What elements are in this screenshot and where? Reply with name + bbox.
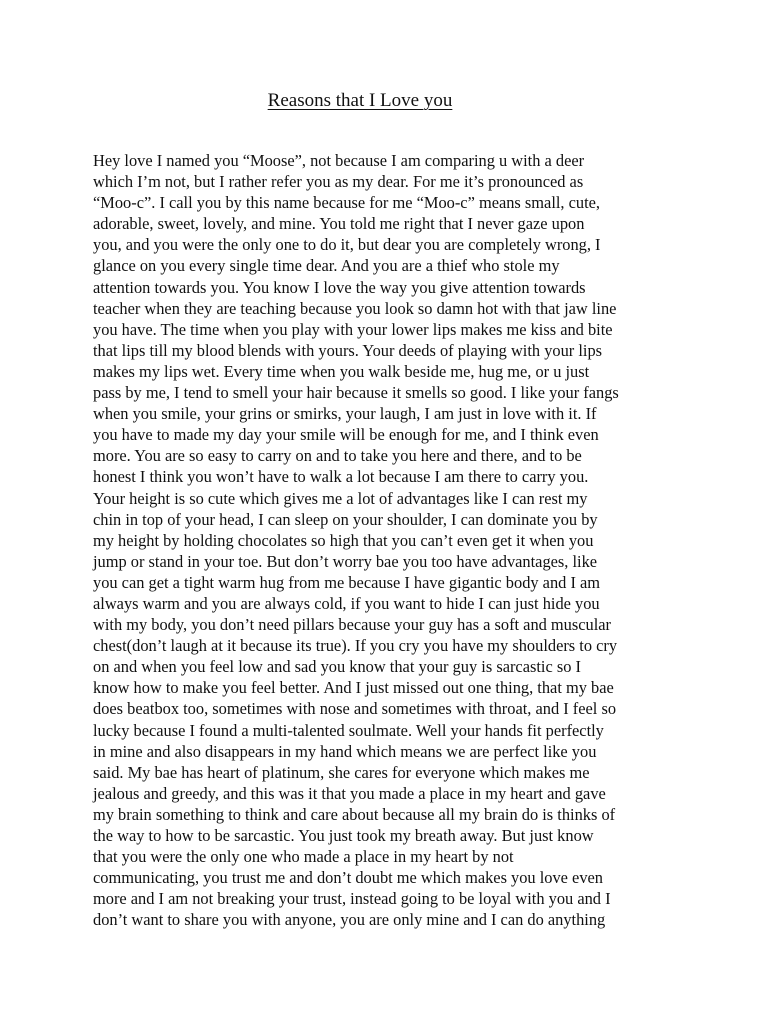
body-text-line: chest(don’t laugh at it because its true). If you cry you have my shoulders to cry [93,636,618,656]
body-text-line: you, and you were the only one to do it, but dear you are completely wrong, I [93,235,601,255]
body-text-line: which I’m not, but I rather refer you as my dear. For me it’s pronounced as [93,172,584,192]
body-text-line: teacher when they are teaching because you look so damn hot with that jaw line [93,298,617,318]
body-text-line: attention towards you. You know I love the way you give attention towards [93,277,586,297]
body-text-line: the way to how to be sarcastic. You just took my breath away. But just know [93,826,594,845]
body-text-line: you can get a tight warm hug from me because I have gigantic body and I am [93,572,601,592]
body-text-line: always warm and you are always cold, if you want to hide I can just hide you [93,593,600,613]
body-text-line: when you smile, your grins or smirks, your laugh, I am just in love with it. If [93,404,597,424]
body-text-line: honest I think you won’t have to walk a lot because I am there to carry you. [93,467,589,487]
body-text-line: does beatbox too, sometimes with nose and sometimes with throat, and I feel so [93,699,617,719]
body-text-line: that you were the only one who made a place in my heart by not [93,847,514,867]
body-text-line: Hey love I named you “Moose”, not because I am comparing u with a deer [93,151,585,170]
body-text-line: lucky because I found a multi-talented soulmate. Well your hands fit perfectly [93,720,604,740]
document-title: Reasons that I Love you [267,90,453,111]
body-text-line: more. You are so easy to carry on and to take you here and there, and to be [93,446,582,466]
body-text-line: know how to make you feel better. And I just missed out one thing, that my bae [93,678,614,698]
document-body [93,150,693,930]
body-text-line: “Moo-c”. I call you by this name because for me “Moo-c” means small, cute, [93,193,601,213]
body-text-line: pass by me, I tend to smell your hair because it smells so good. I like your fangs [93,383,619,403]
body-text-line: don’t want to share you with anyone, you are only mine and I can do anything [93,910,606,930]
body-text-line: adorable, sweet, lovely, and mine. You told me right that I never gaze upon [93,214,585,234]
body-text-line: more and I am not breaking your trust, instead going to be loyal with you and I [93,889,611,909]
body-text-line: jump or stand in your toe. But don’t worry bae you too have advantages, like [93,551,598,571]
body-text-line: you have to made my day your smile will be enough for me, and I think even [93,425,599,445]
body-text-line: communicating, you trust me and don’t doubt me which makes you love even [93,868,603,888]
body-text-line: with my body, you don’t need pillars because your guy has a soft and muscular [93,615,612,635]
body-text-line: on and when you feel low and sad you know that your guy is sarcastic so I [93,657,581,677]
body-text-line: in mine and also disappears in my hand which means we are perfect like you [93,741,597,761]
body-text-line: my height by holding chocolates so high that you can’t even get it when you [93,530,594,550]
body-text-line: makes my lips wet. Every time when you walk beside me, hug me, or u just [93,361,590,381]
body-text-line: said. My bae has heart of platinum, she cares for everyone which makes me [93,762,590,782]
body-text-line: glance on you every single time dear. And you are a thief who stole my [93,256,560,276]
body-text-line: my brain something to think and care about because all my brain do is thinks of [93,804,616,824]
body-text-line: Your height is so cute which gives me a lot of advantages like I can rest my [93,488,588,508]
body-text-line: you have. The time when you play with your lower lips makes me kiss and bite [93,319,613,339]
body-text-line: that lips till my blood blends with yours. Your deeds of playing with your lips [93,340,603,360]
body-text-line: chin in top of your head, I can sleep on your shoulder, I can dominate you by [93,509,598,529]
body-text-line: jealous and greedy, and this was it that you made a place in my heart and gave [93,783,606,803]
